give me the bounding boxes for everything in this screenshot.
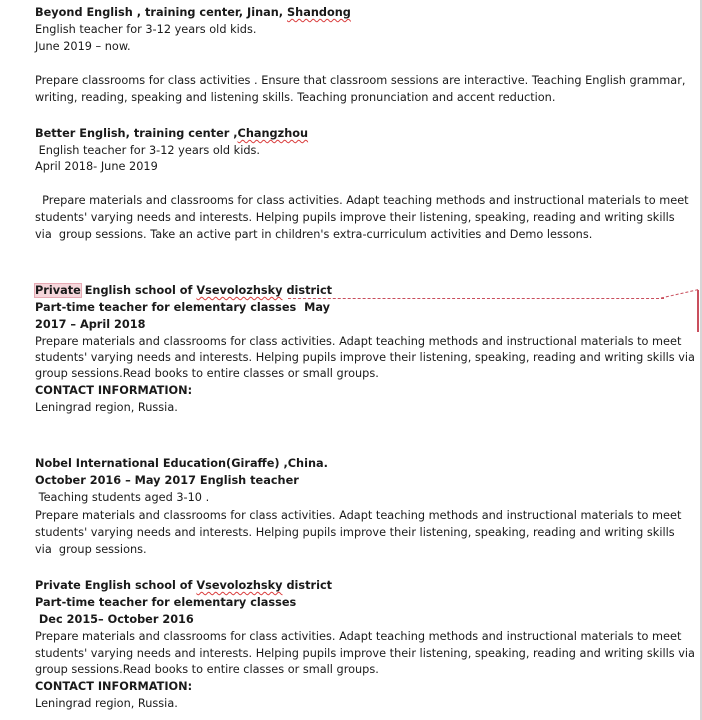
entry-0-role: English teacher for 3-12 years old kids.: [35, 23, 257, 36]
entry-0-org-prefix: Beyond English , training center, Jinan,: [35, 6, 288, 19]
entry-2-org: [35, 284, 332, 298]
entry-4-org-suffix: district: [282, 579, 333, 592]
entry-0-org-spell: Shandong: [287, 6, 351, 19]
entry-3-org: Nobel International Education(Giraffe) ,China.: [35, 457, 328, 470]
entry-2-org-suffix: district: [282, 284, 333, 297]
entry-3-desc-line-3: via group sessions.: [35, 543, 147, 556]
entry-2-contact: Leningrad region, Russia.: [35, 401, 178, 414]
entry-2-position: Part-time teacher for elementary classes May: [35, 301, 331, 314]
entry-4-org-spell: Vsevolozhsky: [196, 579, 283, 592]
entry-3-position: October 2016 – May 2017 English teacher: [35, 474, 299, 487]
entry-3-desc-line-1: Prepare materials and classrooms for class activities. Adapt teaching methods and instructional materials to meet: [35, 509, 682, 522]
entry-3-desc-line-2: students' varying needs and interests. Helping pupils improve their listening, speaking, reading and writing skills: [35, 526, 675, 539]
entry-1-dates: April 2018- June 2019: [35, 160, 158, 173]
entry-2-desc-line-1: Prepare materials and classrooms for class activities. Adapt teaching methods and instructional materials to meet: [35, 335, 682, 348]
entry-1-org-prefix: Better English, training center ,: [35, 127, 238, 140]
entry-1-role: English teacher for 3-12 years old kids.: [35, 144, 261, 157]
entry-1-desc-line-3: via group sessions. Take an active part in children's extra-curriculum activities and Demo lessons.: [35, 228, 593, 241]
entry-0-dates: June 2019 – now.: [35, 40, 131, 53]
entry-2-org-spell: Vsevolozhsky: [196, 284, 283, 297]
entry-4-desc-line-2: students' varying needs and interests. Helping pupils improve their listening, speaking, reading and writing skills via: [35, 647, 695, 660]
entry-4-position: Part-time teacher for elementary classes: [35, 596, 297, 609]
revision-dashed-line: [288, 298, 664, 299]
entry-4-contact: Leningrad region, Russia.: [35, 697, 178, 710]
revision-balloon-connector: [661, 288, 701, 302]
entry-4-org: [35, 579, 332, 593]
entry-4-org-prefix: Private English school of: [35, 579, 197, 592]
entry-2-contact-label: CONTACT INFORMATION:: [35, 384, 193, 397]
entry-2-org-middle: English school of: [80, 284, 197, 297]
revision-change-bar: [697, 290, 699, 332]
entry-3-role: Teaching students aged 3-10 .: [35, 491, 210, 504]
entry-2-desc-line-3: group sessions.Read books to entire classes or small groups.: [35, 367, 379, 380]
entry-2-desc-line-2: students' varying needs and interests. Helping pupils improve their listening, speaking, reading and writing skills via: [35, 351, 695, 364]
entry-2-org-highlight[interactable]: Private: [35, 284, 81, 297]
entry-1-desc-line-1: Prepare materials and classrooms for class activities. Adapt teaching methods and instructional materials to meet: [35, 194, 689, 207]
entry-4-desc-line-3: group sessions.Read books to entire classes or small groups.: [35, 663, 379, 676]
entry-4-dates: Dec 2015– October 2016: [35, 613, 194, 626]
entry-0-desc-line-1: Prepare classrooms for class activities . Ensure that classroom sessions are interactive. Teaching English grammar,: [35, 74, 686, 87]
entry-1-org-spell: Changzhou: [237, 127, 309, 140]
entry-1-org: [35, 127, 308, 141]
entry-1-desc-line-2: students' varying needs and interests. Helping pupils improve their listening, speaking, reading and writing skills: [35, 211, 675, 224]
entry-4-contact-label: CONTACT INFORMATION:: [35, 680, 193, 693]
entry-2-dates: 2017 – April 2018: [35, 318, 146, 331]
entry-4-desc-line-1: Prepare materials and classrooms for class activities. Adapt teaching methods and instructional materials to meet: [35, 630, 682, 643]
entry-0-desc-line-2: writing, reading, speaking and listening skills. Teaching pronunciation and accent reduction.: [35, 91, 556, 104]
entry-0-org: [35, 6, 351, 20]
